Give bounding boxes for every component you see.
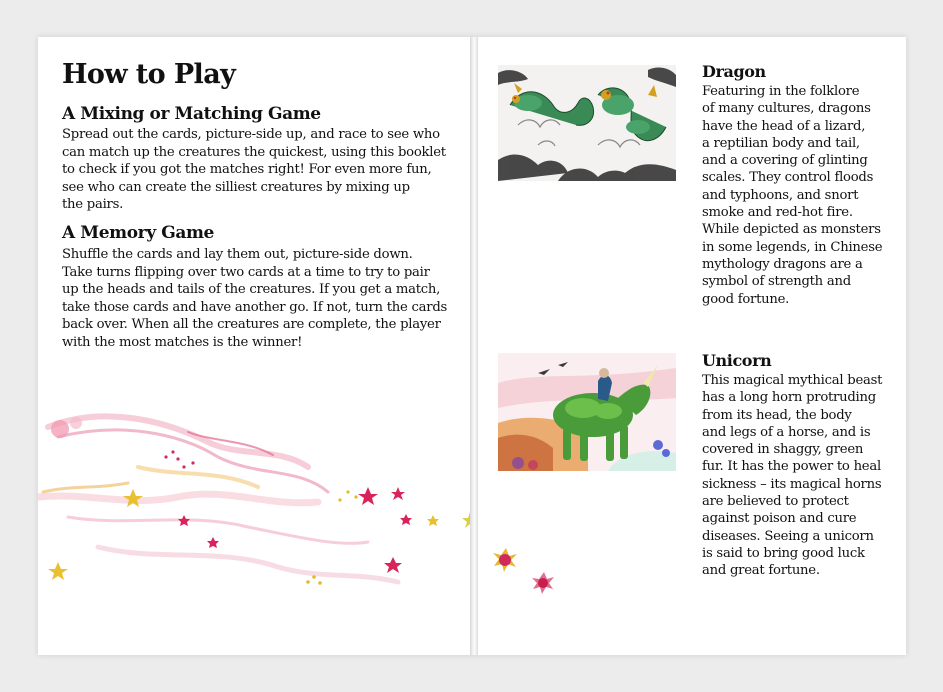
stars-decoration bbox=[478, 532, 568, 602]
text-line: and typhoons, and snort bbox=[702, 187, 859, 203]
text-line: scales. They control floods bbox=[702, 170, 874, 186]
text-line: sickness – its magical horns bbox=[702, 476, 882, 492]
text-line: have the head of a lizard, bbox=[702, 118, 866, 134]
text-line: up the heads and tails of the creatures. If you get a match, bbox=[62, 282, 441, 297]
text-line: Take turns flipping over two cards at a time to try to pair bbox=[62, 264, 430, 280]
dragon-illustration bbox=[498, 65, 676, 181]
text-line: fur. It has the power to heal bbox=[702, 459, 881, 475]
text-line: is said to bring good luck bbox=[702, 545, 865, 561]
text-line: a reptilian body and tail, bbox=[702, 135, 860, 151]
text-line: and a covering of glinting bbox=[702, 153, 868, 169]
entry-description-unicorn bbox=[702, 372, 892, 580]
page-gutter bbox=[470, 37, 478, 655]
booklet-spread bbox=[38, 37, 906, 655]
entry-heading-unicorn: Unicorn bbox=[702, 351, 772, 370]
text-line: diseases. Seeing a unicorn bbox=[702, 528, 874, 544]
text-line: see who can create the silliest creatures by mixing up bbox=[62, 179, 410, 195]
text-line: from its head, the body bbox=[702, 407, 852, 423]
text-line: and great fortune. bbox=[702, 563, 820, 579]
section-heading-memory-game: A Memory Game bbox=[62, 223, 214, 243]
text-line: This magical mythical beast bbox=[702, 373, 883, 388]
text-line: Spread out the cards, picture-side up, and race to see who bbox=[62, 127, 440, 142]
text-line: While depicted as monsters bbox=[702, 222, 881, 238]
text-line: back over. When all the creatures are complete, the player bbox=[62, 317, 441, 332]
text-line: with the most matches is the winner! bbox=[62, 334, 303, 350]
section-heading-mixing-game: A Mixing or Matching Game bbox=[62, 104, 321, 124]
text-line: take those cards and have another go. If not, turn the cards bbox=[62, 299, 448, 315]
text-line: in some legends, in Chinese bbox=[702, 239, 883, 255]
text-line: to check if you got the matches right! For even more fun, bbox=[62, 162, 432, 177]
unicorn-illustration bbox=[498, 353, 676, 471]
left-page bbox=[38, 37, 471, 655]
right-page bbox=[478, 37, 906, 655]
section-body-memory-game bbox=[62, 246, 452, 351]
text-line: has a long horn protruding bbox=[702, 390, 876, 406]
text-line: smoke and red-hot fire. bbox=[702, 205, 853, 221]
text-line: symbol of strength and bbox=[702, 274, 851, 290]
page-title: How to Play bbox=[62, 59, 236, 90]
text-line: Shuffle the cards and lay them out, picture-side down. bbox=[62, 247, 413, 262]
cloud-stars-decoration bbox=[38, 397, 471, 597]
entry-description-dragon bbox=[702, 83, 892, 308]
text-line: can match up the creatures the quickest, using this booklet bbox=[62, 144, 446, 160]
entry-heading-dragon: Dragon bbox=[702, 62, 766, 81]
text-line: against poison and cure bbox=[702, 511, 857, 527]
text-line: and legs of a horse, and is bbox=[702, 424, 871, 440]
text-line: good fortune. bbox=[702, 291, 790, 307]
text-line: the pairs. bbox=[62, 197, 124, 212]
text-line: Featuring in the folklore bbox=[702, 84, 860, 99]
text-line: are believed to protect bbox=[702, 494, 849, 510]
text-line: mythology dragons are a bbox=[702, 256, 863, 272]
section-body-mixing-game bbox=[62, 126, 452, 214]
text-line: covered in shaggy, green bbox=[702, 442, 864, 458]
text-line: of many cultures, dragons bbox=[702, 101, 871, 117]
